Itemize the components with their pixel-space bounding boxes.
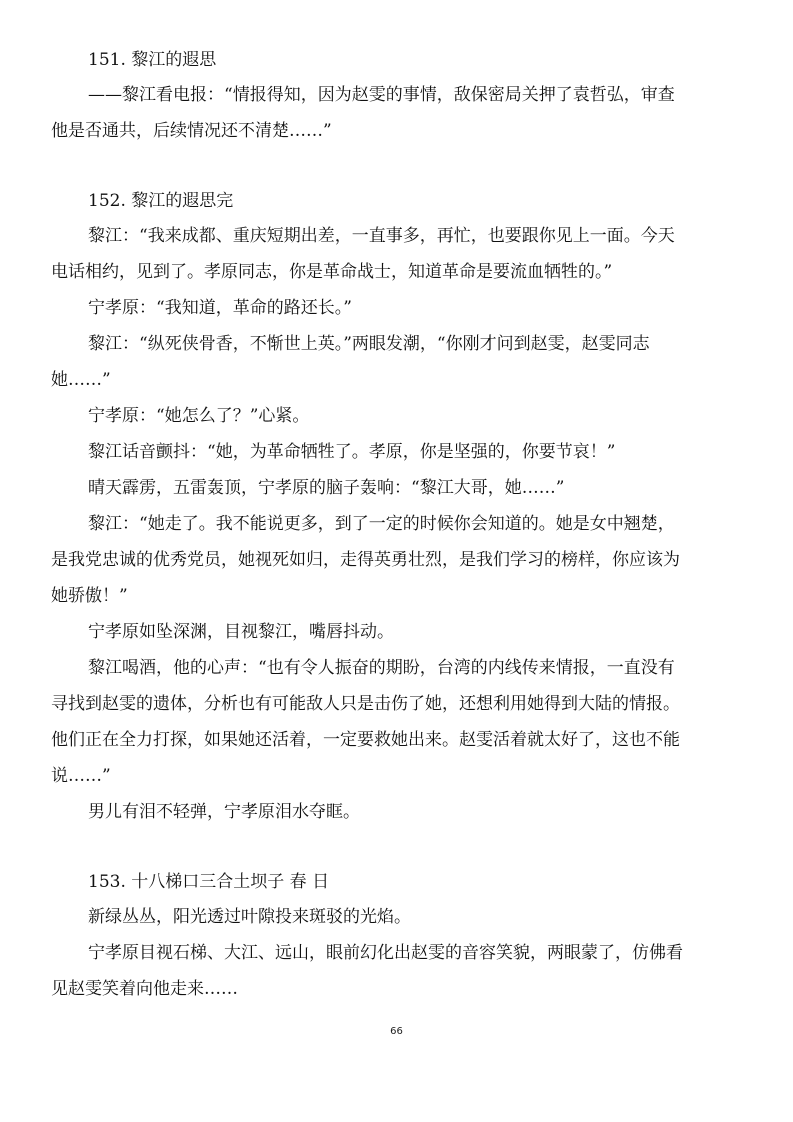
paragraph-line: 黎江：“她走了。我不能说更多，到了一定的时候你会知道的。她是女中翘楚， xyxy=(88,514,675,534)
paragraph-line: 新绿丛丛，阳光透过叶隙投来斑驳的光焰。 xyxy=(88,907,411,927)
section-gap xyxy=(88,830,752,866)
paragraph-line: 他们正在全力打探，如果她还活着，一定要救她出来。赵雯活着就太好了，这也不能 xyxy=(51,730,680,750)
paragraph-line: 黎江喝酒，他的心声：“也有令人振奋的期盼，台湾的内线传来情报，一直没有 xyxy=(88,658,675,678)
paragraph-line: 黎江：“我来成都、重庆短期出差，一直事多，再忙，也要跟你见上一面。今天 xyxy=(88,226,675,246)
section-gap xyxy=(88,149,752,185)
scene-heading: 152. 黎江的遐思完 xyxy=(88,191,234,211)
paragraph-line: 黎江：“纵死侠骨香，不惭世上英。”两眼发潮，“你刚才问到赵雯，赵雯同志 xyxy=(88,334,650,354)
paragraph-line: 男儿有泪不轻弹，宁孝原泪水夺眶。 xyxy=(88,802,360,822)
scene-152 xyxy=(51,185,752,830)
paragraph-line: 说……” xyxy=(51,766,111,786)
scene-heading: 151. 黎江的遐思 xyxy=(88,50,217,70)
paragraph-line: 晴天霹雳，五雷轰顶，宁孝原的脑子轰响：“黎江大哥，她……” xyxy=(88,478,565,498)
paragraph-line: 她……” xyxy=(51,370,111,390)
paragraph-line: 宁孝原如坠深渊，目视黎江，嘴唇抖动。 xyxy=(88,622,394,642)
paragraph-line: 是我党忠诚的优秀党员，她视死如归，走得英勇壮烈，是我们学习的榜样，你应该为 xyxy=(51,550,680,570)
paragraph-line: ——黎江看电报：“情报得知，因为赵雯的事情，敌保密局关押了袁哲弘，审查 xyxy=(88,85,675,105)
paragraph-line: 电话相约，见到了。孝原同志，你是革命战士，知道革命是要流血牺牲的。” xyxy=(51,262,613,282)
page-content xyxy=(51,44,752,1007)
paragraph-line: 寻找到赵雯的遗体，分析也有可能敌人只是击伤了她，还想利用她得到大陆的情报。 xyxy=(51,694,680,714)
scene-153 xyxy=(51,866,752,1007)
scene-151 xyxy=(51,44,752,149)
paragraph-line: 宁孝原：“我知道，革命的路还长。” xyxy=(88,298,352,318)
paragraph-line: 黎江话音颤抖：“她，为革命牺牲了。孝原，你是坚强的，你要节哀！” xyxy=(88,442,616,462)
paragraph-line: 他是否通共，后续情况还不清楚……” xyxy=(51,121,332,141)
paragraph-line: 宁孝原目视石梯、大江、远山，眼前幻化出赵雯的音容笑貌，两眼蒙了，仿佛看 xyxy=(88,943,683,963)
paragraph-line: 她骄傲！” xyxy=(51,586,128,606)
paragraph-line: 宁孝原：“她怎么了？”心紧。 xyxy=(88,406,310,426)
paragraph-line: 见赵雯笑着向他走来…… xyxy=(51,979,238,999)
page-number: 66 xyxy=(390,1026,403,1037)
scene-heading: 153. 十八梯口三合土坝子 春 日 xyxy=(88,872,330,892)
